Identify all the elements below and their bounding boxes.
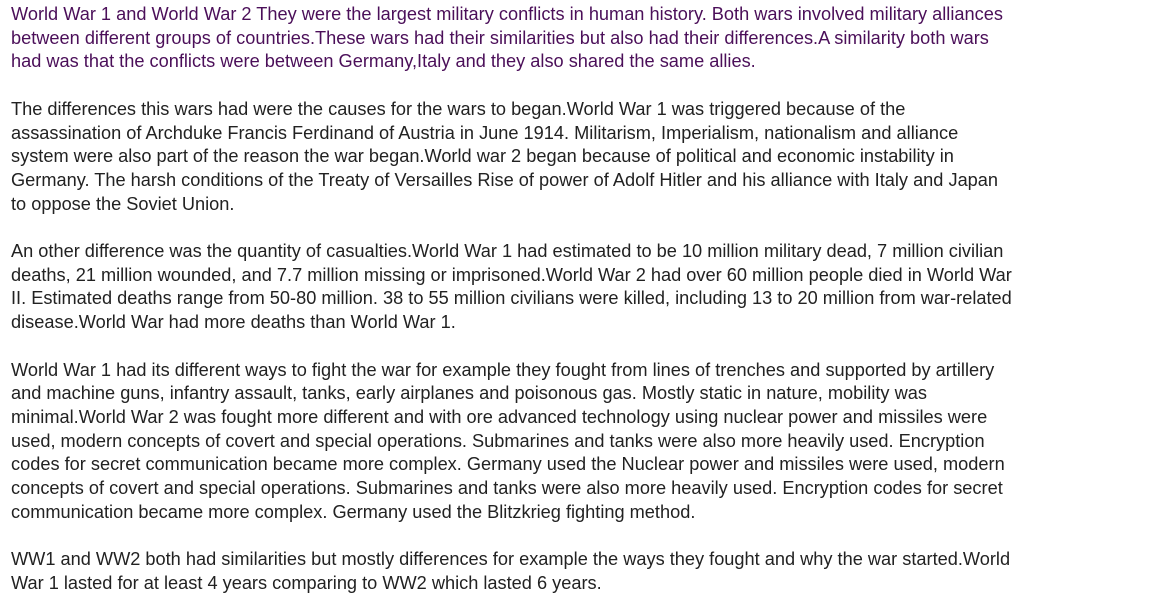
fighting-methods-paragraph: World War 1 had its different ways to fight the war for example they fought from lines of trenches and supported by artillery and machine guns, infantry assault, tanks, early airplanes and poisonous gas. Mostly static in nature, mobility was minimal.World War 2 was fought more different and with ore advanced technology using nuclear power and missiles were used, modern concepts of covert and special operations. Submarines and tanks were also more heavily used. Encryption codes for secret communication became more complex. Germany used the Nuclear power and missiles were used, modern concepts of covert and special operations. Submarines and tanks were also more heavily used. Encryption codes for secret communication became more complex. Germany used the Blitzkrieg fighting method.: [11, 359, 1005, 522]
intro-paragraph: World War 1 and World War 2 They were the largest military conflicts in human history. Both wars involved military alliances between different groups of countries.These wars had their similarities but also had their differences.A similarity both wars had was that the conflicts were between Germany,Italy and they also shared the same allies.: [11, 4, 1003, 72]
casualties-paragraph: An other difference was the quantity of casualties.World War 1 had estimated to be 10 million military dead, 7 million civilian deaths, 21 million wounded, and 7.7 million missing or imprisoned.World War 2 had over 60 million people died in World War II. Estimated deaths range from 50-80 million. 38 to 55 million civilians were killed, including 13 to 20 million from war-related disease.World War had more deaths than World War 1.: [11, 241, 1012, 333]
causes-paragraph: The differences this wars had were the causes for the wars to began.World War 1 was triggered because of the assassination of Archduke Francis Ferdinand of Austria in June 1914. Militarism, Imperialism, nationalism and alliance system were also part of the reason the war began.World war 2 began because of political and economic instability in Germany. The harsh conditions of the Treaty of Versailles Rise of power of Adolf Hitler and his alliance with Italy and Japan to oppose the Soviet Union.: [11, 98, 999, 214]
conclusion-paragraph: WW1 and WW2 both had similarities but mostly differences for example the ways they fought and why the war started.World War 1 lasted for at least 4 years comparing to WW2 which lasted 6 years.: [11, 549, 1011, 593]
